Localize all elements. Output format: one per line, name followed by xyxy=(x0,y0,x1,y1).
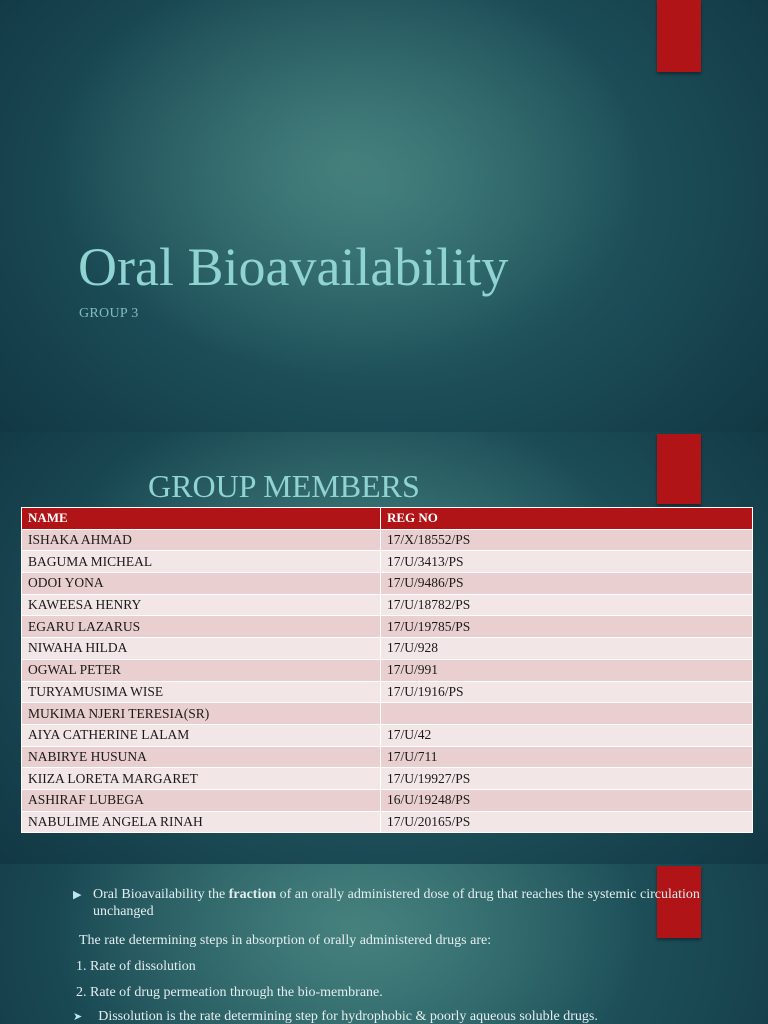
member-name-cell: KIIZA LORETA MARGARET xyxy=(22,768,381,790)
member-reg-cell xyxy=(381,703,753,725)
members-table xyxy=(21,507,753,833)
member-name-cell: KAWEESA HENRY xyxy=(22,594,381,616)
definition-slide xyxy=(0,864,768,1024)
member-name-cell: ASHIRAF LUBEGA xyxy=(22,789,381,811)
slide-title: Oral Bioavailability xyxy=(78,237,509,297)
table-row xyxy=(22,659,753,681)
member-name-cell: MUKIMA NJERI TERESIA(SR) xyxy=(22,703,381,725)
member-reg-cell: 17/U/991 xyxy=(381,659,753,681)
member-reg-cell: 17/X/18552/PS xyxy=(381,529,753,551)
definition-text xyxy=(93,886,733,920)
member-name-cell: OGWAL PETER xyxy=(22,659,381,681)
member-name-cell: ODOI YONA xyxy=(22,573,381,595)
member-reg-cell: 16/U/19248/PS xyxy=(381,789,753,811)
table-row xyxy=(22,768,753,790)
table-row xyxy=(22,529,753,551)
member-reg-cell: 17/U/19785/PS xyxy=(381,616,753,638)
member-reg-cell: 17/U/18782/PS xyxy=(381,594,753,616)
arrow-bullet-icon: ➤ xyxy=(73,1011,83,1023)
table-row xyxy=(22,681,753,703)
red-accent-tab xyxy=(657,434,701,504)
step-permeation: 2. Rate of drug permeation through the bio-membrane. xyxy=(76,985,383,1000)
member-name-cell: NIWAHA HILDA xyxy=(22,638,381,660)
members-heading: GROUP MEMBERS xyxy=(148,468,420,504)
table-row xyxy=(22,789,753,811)
member-name-cell: NABULIME ANGELA RINAH xyxy=(22,811,381,833)
member-name-cell: AIYA CATHERINE LALAM xyxy=(22,724,381,746)
member-name-cell: EGARU LAZARUS xyxy=(22,616,381,638)
dissolution-text: Dissolution is the rate determining step for hydrophobic & poorly aqueous soluble drugs. xyxy=(98,1009,598,1024)
member-reg-cell: 17/U/711 xyxy=(381,746,753,768)
member-reg-cell: 17/U/42 xyxy=(381,724,753,746)
header-name: NAME xyxy=(22,508,381,530)
table-header-row xyxy=(22,508,753,530)
definition-keyword: fraction xyxy=(228,887,277,902)
member-name-cell: TURYAMUSIMA WISE xyxy=(22,681,381,703)
triangle-bullet-icon: ▶ xyxy=(73,889,82,901)
definition-bullet xyxy=(73,886,733,920)
member-name-cell: ISHAKA AHMAD xyxy=(22,529,381,551)
member-reg-cell: 17/U/3413/PS xyxy=(381,551,753,573)
rate-steps-intro: The rate determining steps in absorption of orally administered drugs are: xyxy=(79,933,492,948)
group-members-slide xyxy=(0,432,768,864)
table-row xyxy=(22,594,753,616)
table-row xyxy=(22,746,753,768)
red-accent-tab xyxy=(657,0,701,72)
header-reg-no: REG NO xyxy=(381,508,753,530)
step-dissolution: 1. Rate of dissolution xyxy=(76,959,196,974)
slide-subtitle: GROUP 3 xyxy=(79,306,139,321)
table-row xyxy=(22,638,753,660)
table-row xyxy=(22,811,753,833)
member-reg-cell: 17/U/9486/PS xyxy=(381,573,753,595)
dissolution-bullet xyxy=(73,1009,598,1024)
table-row xyxy=(22,703,753,725)
definition-text-end: of an orally administered dose of drug that reaches the systemic circulation unchanged xyxy=(93,887,700,919)
table-row xyxy=(22,616,753,638)
member-reg-cell: 17/U/1916/PS xyxy=(381,681,753,703)
table-row xyxy=(22,573,753,595)
member-name-cell: NABIRYE HUSUNA xyxy=(22,746,381,768)
table-row xyxy=(22,724,753,746)
member-name-cell: BAGUMA MICHEAL xyxy=(22,551,381,573)
member-reg-cell: 17/U/19927/PS xyxy=(381,768,753,790)
title-slide xyxy=(0,0,768,432)
member-reg-cell: 17/U/928 xyxy=(381,638,753,660)
definition-text-start: Oral Bioavailability the xyxy=(93,887,229,902)
table-row xyxy=(22,551,753,573)
member-reg-cell: 17/U/20165/PS xyxy=(381,811,753,833)
